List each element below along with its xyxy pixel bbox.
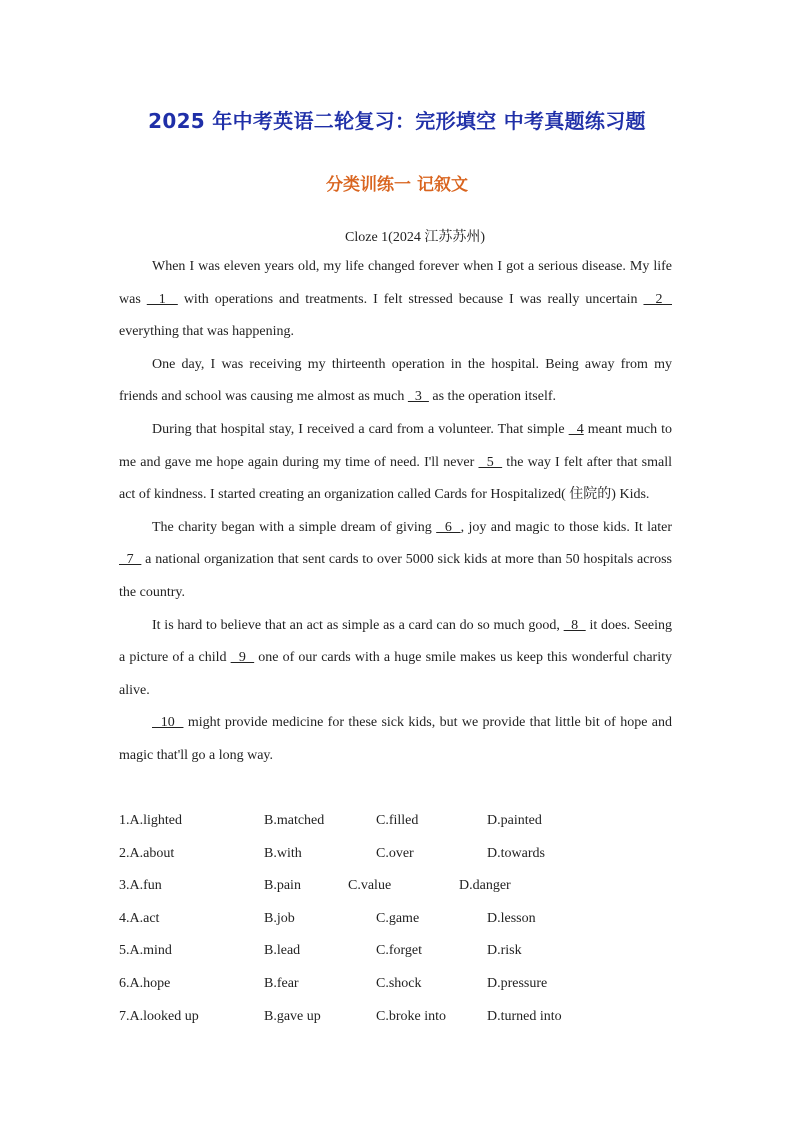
option-b: B.pain (264, 878, 301, 894)
option-row-2 (119, 838, 679, 871)
option-row-5 (119, 935, 679, 968)
option-a: 1.A.lighted (119, 813, 182, 828)
option-row-3 (119, 870, 679, 903)
passage-text: One day, I was receiving my thirteenth operation in the hospital. Being away from my friends and school was causing me almost as much (119, 356, 672, 405)
paragraph-1 (119, 251, 672, 349)
option-a: 6.A.hope (119, 975, 171, 991)
option-c: C.filled (376, 813, 419, 828)
passage-text: might provide medicine for these sick kids, but we provide that little bit of hope and magic that'll go a long way. (119, 715, 672, 763)
option-c: C.value (348, 878, 392, 894)
passage-text: During that hospital stay, I received a card from a volunteer. That simple (152, 421, 569, 437)
paragraph-2 (119, 349, 672, 414)
option-a: 4.A.act (119, 910, 160, 926)
option-b: B.gave up (264, 1008, 321, 1024)
option-a: 5.A.mind (119, 943, 172, 959)
option-b: B.matched (264, 813, 325, 828)
passage-text: it does. Seeing a picture of a child (119, 617, 673, 666)
option-a: 2.A.about (119, 845, 175, 861)
document-title: 2025 年中考英语二轮复习：完形填空 中考真题练习题 (148, 109, 646, 133)
cloze-passage (119, 251, 672, 773)
option-c: C.broke into (376, 1008, 446, 1024)
option-c: C.game (376, 910, 420, 926)
option-a: 7.A.looked up (119, 1008, 199, 1024)
option-d: D.lesson (487, 910, 536, 926)
blank-1: 1 (146, 291, 178, 307)
blank-5: 5 (478, 454, 503, 470)
blank-6: 6 (436, 519, 461, 535)
option-d: D.towards (487, 845, 545, 861)
passage-text: It is hard to believe that an act as simple as a card can do so much good, (152, 617, 564, 633)
blank-10: 10 (152, 715, 184, 731)
section-subtitle: 分类训练一 记叙文 (326, 175, 468, 195)
blank-9: 9 (230, 650, 255, 666)
option-b: B.lead (264, 943, 301, 959)
passage-text: a national organization that sent cards to over 5000 sick kids at more than 50 hospitals across the country. (119, 552, 673, 600)
paragraph-4 (119, 512, 672, 610)
passage-text: as the operation itself. (428, 389, 557, 405)
blank-4: 4 (568, 421, 584, 437)
option-c: C.forget (376, 943, 423, 959)
passage-text: the way I felt after that small act of kindness. I started creating an organization called Cards for Hospitalized( 住院的) Kids. (119, 454, 672, 503)
option-row-7 (119, 1001, 679, 1034)
blank-3: 3 (407, 389, 429, 405)
option-c: C.over (376, 845, 414, 861)
passage-text: everything that was happening. (119, 324, 294, 340)
option-d: D.turned into (487, 1008, 562, 1024)
option-a: 3.A.fun (119, 878, 162, 894)
passage-text: When I was eleven years old, my life changed forever when I got a serious disease. My life was (119, 259, 672, 307)
options-list (119, 805, 679, 1033)
blank-8: 8 (563, 617, 586, 633)
cloze-heading: Cloze 1(2024 江苏苏州) (345, 230, 485, 245)
option-row-6 (119, 968, 679, 1001)
paragraph-6 (119, 707, 672, 772)
option-c: C.shock (376, 975, 422, 991)
option-d: D.pressure (487, 975, 548, 991)
passage-text: , joy and magic to those kids. It later (460, 519, 673, 535)
option-row-4 (119, 903, 679, 936)
option-d: D.risk (487, 943, 522, 959)
blank-2: 2 (643, 291, 672, 307)
option-d: D.painted (487, 813, 542, 828)
passage-text: The charity began with a simple dream of giving (152, 519, 437, 535)
blank-7: 7 (119, 552, 142, 568)
passage-text: one of our cards with a huge smile makes us keep this wonderful charity alive. (119, 650, 673, 698)
passage-text: meant much to me and gave me hope again during my time of need. I'll never (119, 421, 673, 470)
option-b: B.fear (264, 975, 299, 991)
paragraph-3 (119, 414, 672, 512)
passage-text: with operations and treatments. I felt stressed because I was really uncertain (177, 291, 644, 307)
option-b: B.with (264, 845, 302, 861)
paragraph-5 (119, 610, 672, 708)
option-d: D.danger (459, 878, 511, 894)
option-b: B.job (264, 910, 295, 926)
option-row-1 (119, 805, 679, 838)
